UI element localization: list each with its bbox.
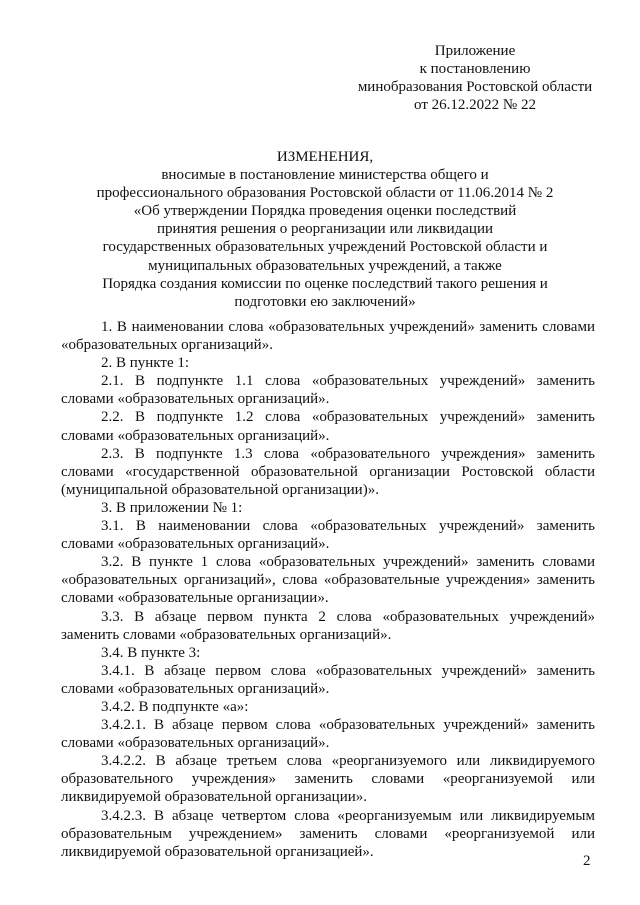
paragraph: 2. В пункте 1: [101,355,190,372]
paragraph: 3.4.2.2. В абзаце третьем слова «реорганизуемого или ликвидируемого образовательного учреждения» заменить словами «реорганизуемой или ликвидируемой образовательной организации». [61,753,595,806]
heading-line: принятия решения о реорганизации или ликвидации [156,221,494,238]
heading-line: государственных образовательных учреждений Ростовской области и [102,239,548,256]
paragraph: 3.2. В пункте 1 слова «образовательных учреждений» заменить словами «образовательных организаций», слова «образовательные учреждения» заменить словами «образовательные организации». [61,554,595,607]
paragraph: 3.4.2. В подпункте «а»: [101,698,249,715]
paragraph: 3.4.2.1. В абзаце первом слова «образовательных учреждений» заменить словами «образовательных организаций». [61,717,595,752]
appendix-line: от 26.12.2022 № 22 [414,97,536,113]
heading-line: Порядка создания комиссии по оценке последствий такого решения и [102,275,548,292]
paragraph: 3.3. В абзаце первом пункта 2 слова «образовательных учреждений» заменить словами «образовательных организаций». [61,608,595,643]
document-heading [60,148,590,311]
paragraph: 2.3. В подпункте 1.3 слова «образовательного учреждения» заменить словами «государственной образовательной организации Ростовской области (муниципальной образовательной организации)». [61,445,595,498]
paragraph: 3.4. В пункте 3: [101,644,201,661]
heading-line: профессионального образования Ростовской области от 11.06.2014 № 2 [96,185,554,202]
paragraph: 3.4.2.3. В абзаце четвертом слова «реорганизуемым или ликвидируемым образовательным учреждением» заменить словами «реорганизуемой или ликвидируемой образовательной организацией». [61,807,595,860]
heading-line: «Об утверждении Порядка проведения оценки последствий [133,203,517,220]
appendix-line: к постановлению [419,61,531,77]
appendix-header [330,42,620,114]
heading-line: вносимые в постановление министерства общего и [161,167,489,184]
paragraph: 3.1. В наименовании слова «образовательных учреждений» заменить словами «образовательных организаций». [61,518,595,553]
appendix-line: минобразования Ростовской области [357,79,593,95]
paragraph: 1. В наименовании слова «образовательных учреждений» заменить словами «образовательных организаций». [61,319,595,354]
page-number: 2 [583,853,591,869]
document-body [61,318,595,861]
paragraph: 2.2. В подпункте 1.2 слова «образовательных учреждений» заменить словами «образовательных организаций». [61,409,595,444]
heading-line: подготовки ею заключений» [234,293,416,310]
paragraph: 3. В приложении № 1: [101,499,243,516]
appendix-line: Приложение [434,43,516,59]
heading-line: муниципальных образовательных учреждений, а также [148,257,502,274]
paragraph: 3.4.1. В абзаце первом слова «образовательных учреждений» заменить словами «образовательных организаций». [61,662,595,697]
heading-title: ИЗМЕНЕНИЯ, [276,149,374,165]
paragraph: 2.1. В подпункте 1.1 слова «образовательных учреждений» заменить словами «образовательных организаций». [61,373,595,408]
